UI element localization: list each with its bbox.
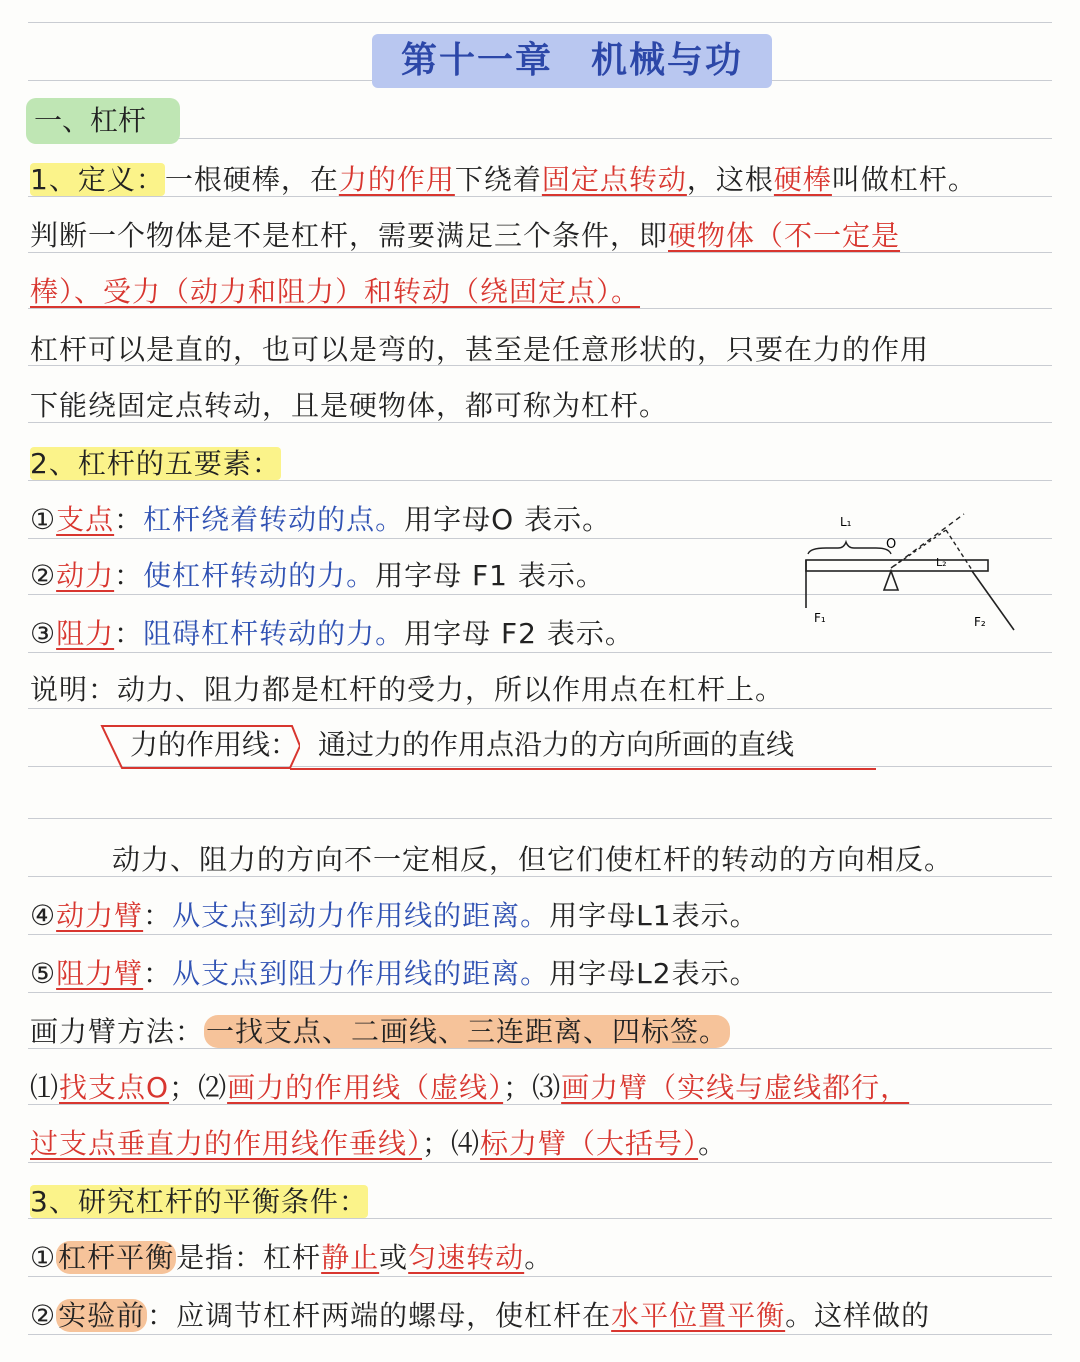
definition-label: 1、定义： bbox=[30, 163, 165, 196]
element-desc: 从支点到阻力作用线的距离。 bbox=[172, 957, 550, 990]
step-text: 找支点O bbox=[59, 1071, 170, 1104]
text: 。这样做的 bbox=[785, 1299, 931, 1332]
circle-number: ① bbox=[30, 503, 57, 536]
definition-underline bbox=[290, 768, 876, 770]
separator: ； bbox=[422, 1127, 452, 1160]
element-desc: 使杠杆转动的力。 bbox=[143, 559, 376, 592]
separator: ； bbox=[503, 1071, 533, 1104]
balance-term: 实验前 bbox=[58, 1299, 146, 1332]
circle-number: ① bbox=[30, 1241, 57, 1274]
line-of-action-definition bbox=[100, 722, 876, 770]
method-label: 画力臂方法： bbox=[30, 1015, 205, 1048]
element-desc: 从支点到动力作用线的距离。 bbox=[172, 899, 550, 932]
perpendicular-line bbox=[946, 530, 972, 570]
label-f1: F₁ bbox=[814, 611, 826, 625]
circle-number: ⑤ bbox=[30, 957, 57, 990]
separator: ； bbox=[169, 1071, 199, 1104]
element-desc: 阻碍杠杆转动的力。 bbox=[143, 617, 405, 650]
text: 一根硬棒，在 bbox=[164, 163, 339, 196]
lever-bar bbox=[806, 560, 988, 571]
section-heading-lever: 一、杠杆 bbox=[26, 98, 180, 144]
l1-brace bbox=[808, 542, 891, 554]
balance-heading bbox=[30, 1180, 1056, 1224]
label-l2: L₂ bbox=[936, 556, 947, 569]
step-end: 。 bbox=[698, 1127, 728, 1160]
step-text: 标力臂（大括号） bbox=[480, 1127, 699, 1160]
text: 是指：杠杆 bbox=[176, 1241, 322, 1274]
text: 判断一个物体是不是杠杆，需要满足三个条件，即 bbox=[30, 219, 669, 252]
text: ，这根 bbox=[686, 163, 774, 196]
shape-line-2: 下能绕固定点转动，且是硬物体，都可称为杠杆。 bbox=[30, 389, 669, 422]
label-o: O bbox=[886, 537, 897, 552]
step-number: ⑴ bbox=[30, 1071, 60, 1104]
balance-line-2 bbox=[30, 1294, 1056, 1338]
steps-line-2 bbox=[30, 1122, 1056, 1166]
key-term: 匀速转动 bbox=[408, 1241, 525, 1274]
text: 下绕着 bbox=[454, 163, 542, 196]
text: 或 bbox=[379, 1241, 409, 1274]
element-note: 用字母L1表示。 bbox=[549, 899, 759, 932]
definition-line bbox=[30, 158, 1056, 202]
circle-number: ④ bbox=[30, 899, 57, 932]
steps-line-1 bbox=[30, 1066, 1056, 1110]
shape-line-1: 杠杆可以是直的，也可以是弯的，甚至是任意形状的，只要在力的作用 bbox=[30, 333, 930, 366]
balance-term: 杠杆平衡 bbox=[58, 1241, 175, 1274]
text: 。 bbox=[524, 1241, 554, 1274]
step-text: 画力臂（实线与虚线都行， bbox=[561, 1071, 910, 1104]
line-of-action-desc: 通过力的作用点沿力的方向所画的直线 bbox=[318, 728, 795, 761]
conditions-line-1 bbox=[30, 214, 1056, 258]
element-name: 支点 bbox=[56, 503, 115, 536]
step-number: ⑵ bbox=[198, 1071, 228, 1104]
text: ：应调节杠杆两端的螺母，使杠杆在 bbox=[147, 1299, 612, 1332]
colon: ： bbox=[143, 957, 173, 990]
balance-line-1 bbox=[30, 1236, 1056, 1280]
element-desc: 杠杆绕着转动的点。 bbox=[143, 503, 405, 536]
method-highlight: 一找支点、二画线、三连距离、四标签。 bbox=[206, 1015, 729, 1048]
step-text: 画力的作用线（虚线） bbox=[227, 1071, 504, 1104]
key-term: 静止 bbox=[321, 1241, 380, 1274]
lever-diagram bbox=[796, 508, 1026, 638]
heading-label: 2、杠杆的五要素： bbox=[30, 447, 281, 480]
step-text: 过支点垂直力的作用线作垂线） bbox=[30, 1127, 423, 1160]
five-elements-heading bbox=[30, 442, 1056, 486]
colon: ： bbox=[143, 899, 173, 932]
colon: ： bbox=[114, 617, 144, 650]
chapter-title: 第十一章 机械与功 bbox=[372, 34, 772, 88]
line-of-action-term: 力的作用线： bbox=[130, 728, 299, 761]
key-term: 力的作用 bbox=[338, 163, 455, 196]
conditions-line-2 bbox=[30, 270, 1056, 314]
key-term: 棒）、受力（动力和阻力）和转动（绕固定点）。 bbox=[30, 275, 641, 308]
text: 叫做杠杆。 bbox=[831, 163, 977, 196]
element-name: 阻力 bbox=[56, 617, 115, 650]
label-f2: F₂ bbox=[974, 615, 986, 629]
ruled-line bbox=[28, 22, 1052, 23]
element-note: 用字母L2表示。 bbox=[549, 957, 759, 990]
element-effort-arm bbox=[30, 894, 1056, 938]
step-number: ⑷ bbox=[451, 1127, 481, 1160]
heading-label: 3、研究杠杆的平衡条件： bbox=[30, 1185, 368, 1218]
element-resistance-arm bbox=[30, 952, 1056, 996]
element-note: 用字母O 表示。 bbox=[404, 503, 612, 536]
element-name: 阻力臂 bbox=[56, 957, 144, 990]
colon: ： bbox=[114, 503, 144, 536]
key-term: 固定点转动 bbox=[541, 163, 687, 196]
method-line bbox=[30, 1010, 1056, 1054]
circle-number: ③ bbox=[30, 617, 57, 650]
explanation-line: 说明：动力、阻力都是杠杆的受力，所以作用点在杠杆上。 bbox=[30, 673, 785, 706]
direction-line: 动力、阻力的方向不一定相反，但它们使杠杆的转动的方向相反。 bbox=[112, 843, 954, 876]
label-l1: L₁ bbox=[840, 515, 852, 529]
key-term: 硬物体（不一定是 bbox=[668, 219, 901, 252]
key-term: 水平位置平衡 bbox=[611, 1299, 786, 1332]
circle-number: ② bbox=[30, 1299, 57, 1332]
ruled-line bbox=[28, 818, 1052, 819]
fulcrum-triangle bbox=[884, 571, 898, 590]
ruled-line bbox=[28, 138, 1052, 139]
step-number: ⑶ bbox=[532, 1071, 562, 1104]
element-name: 动力臂 bbox=[56, 899, 144, 932]
circle-number: ② bbox=[30, 559, 57, 592]
element-note: 用字母 F1 表示。 bbox=[375, 559, 605, 592]
element-note: 用字母 F2 表示。 bbox=[404, 617, 634, 650]
colon: ： bbox=[114, 559, 144, 592]
key-term: 硬棒 bbox=[773, 163, 832, 196]
element-name: 动力 bbox=[56, 559, 115, 592]
